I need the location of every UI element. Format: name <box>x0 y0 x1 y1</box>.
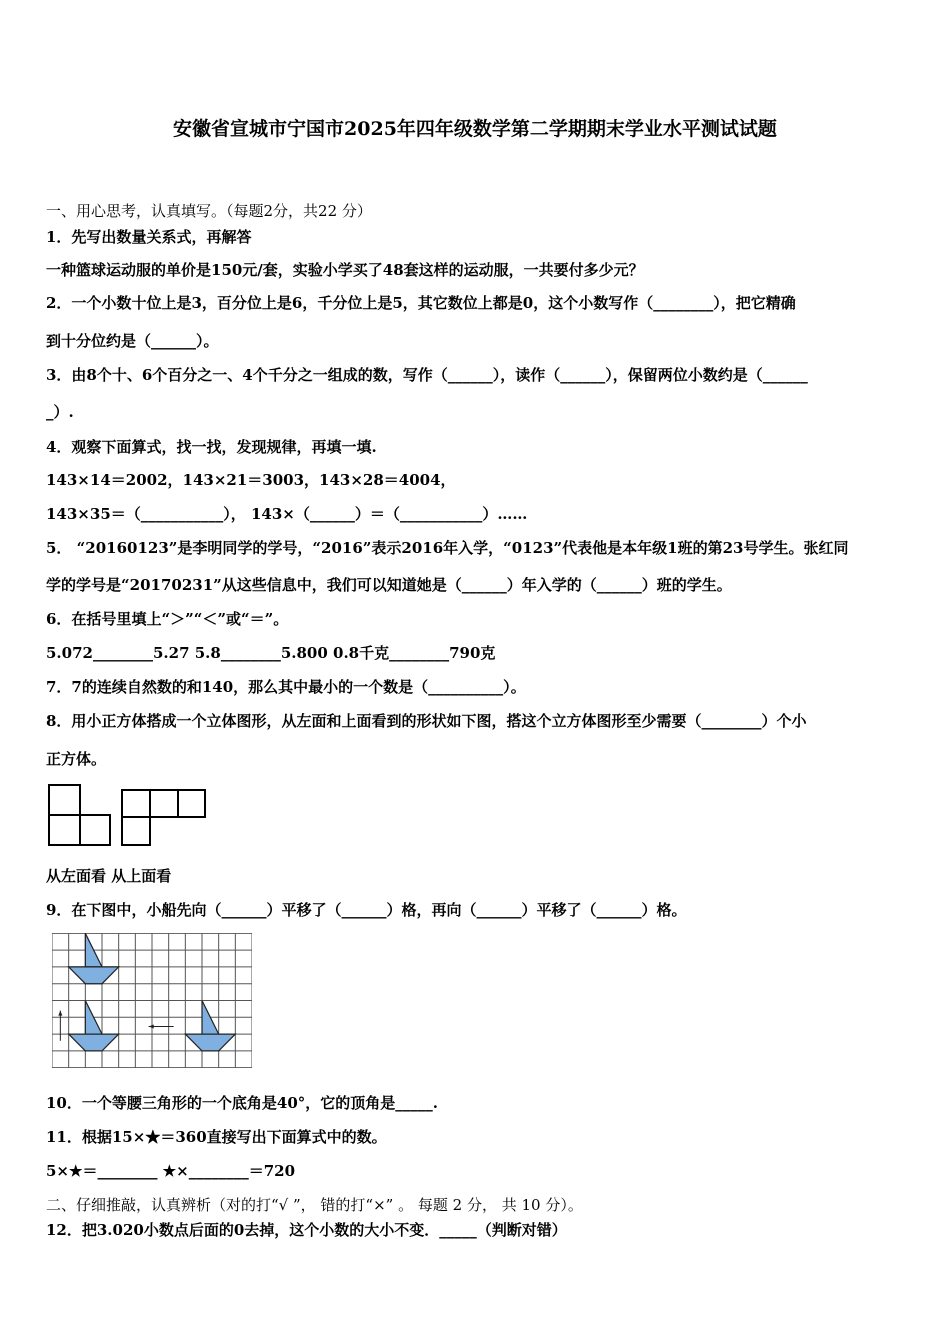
page-title: 安徽省宣城市宁国市2025年四年级数学第二学期期末学业水平测试试题 <box>173 118 777 140</box>
question-7: 7．7的连续自然数的和140，那么其中最小的一个数是（__________）。 <box>46 678 526 696</box>
question-4-blanks: 143×35＝（___________）， 143×（______）＝（___________）…… <box>46 505 528 523</box>
boat-bottom-right-hull <box>185 1034 235 1051</box>
left-view-shape <box>49 785 110 845</box>
question-6-items: 5.072________5.27 5.8________5.800 0.8千克________790克 <box>46 644 496 662</box>
question-3: 3．由8个十、6个百分之一、4个千分之一组成的数，写作（______），读作（______），保留两位小数约是（______ <box>46 366 808 384</box>
left-arrow-head-icon <box>149 1025 154 1029</box>
question-2: 2．一个小数十位上是3，百分位上是6，千分位上是5，其它数位上都是0，这个小数写作（________），把它精确 <box>46 294 796 312</box>
question-10: 10．一个等腰三角形的一个底角是40°，它的顶角是_____. <box>46 1094 438 1112</box>
section-2-heading: 二、仔细推敲，认真辨析（对的打“√ ”， 错的打“×” 。 每题 2 分， 共 10 分）。 <box>46 1196 583 1214</box>
section-1-heading: 一、用心思考，认真填写。（每题2分，共22 分） <box>46 202 372 220</box>
question-4-examples: 143×14＝2002，143×21＝3003，143×28＝4004， <box>46 471 456 489</box>
question-4: 4．观察下面算式，找一找，发现规律，再填一填. <box>46 438 377 456</box>
cube-views-figure <box>44 780 214 850</box>
view-labels: 从左面看 从上面看 <box>46 867 172 885</box>
question-5: 5． “20160123”是李明同学的学号，“2016”表示2016年入学，“0123”代表他是本年级1班的第23号学生。张红同 <box>46 539 849 557</box>
question-8: 8．用小正方体搭成一个立体图形，从左面和上面看到的形状如下图，搭这个立方体图形至少需要（________）个小 <box>46 712 807 730</box>
question-11-blanks: 5×★＝________ ★×________＝720 <box>46 1162 296 1180</box>
boat-translation-grid <box>52 933 252 1068</box>
question-9: 9．在下图中，小船先向（______）平移了（______）格，再向（______）平移了（______）格。 <box>46 901 687 919</box>
question-6: 6．在括号里填上“＞”“＜”或“＝”。 <box>46 610 289 628</box>
question-12: 12．把3.020小数点后面的0去掉，这个小数的大小不变．_____（判断对错） <box>46 1221 567 1239</box>
boat-bottom-left-hull <box>69 1034 119 1051</box>
boat-top-hull <box>69 967 119 984</box>
question-1-text: 一种篮球运动服的单价是150元/套，实验小学买了48套这样的运动服，一共要付多少元？ <box>46 261 644 279</box>
up-arrow-head-icon <box>58 1011 62 1016</box>
question-3-cont: _）. <box>46 403 74 421</box>
question-2-cont: 到十分位约是（______）。 <box>46 332 219 350</box>
question-11: 11．根据15×★＝360直接写出下面算式中的数。 <box>46 1128 387 1146</box>
top-view-shape <box>122 790 205 845</box>
question-1: 1．先写出数量关系式，再解答 <box>46 228 252 246</box>
question-5-cont: 学的学号是“20170231”从这些信息中，我们可以知道她是（______）年入学的（______）班的学生。 <box>46 576 732 594</box>
question-8-cont: 正方体。 <box>46 750 107 768</box>
